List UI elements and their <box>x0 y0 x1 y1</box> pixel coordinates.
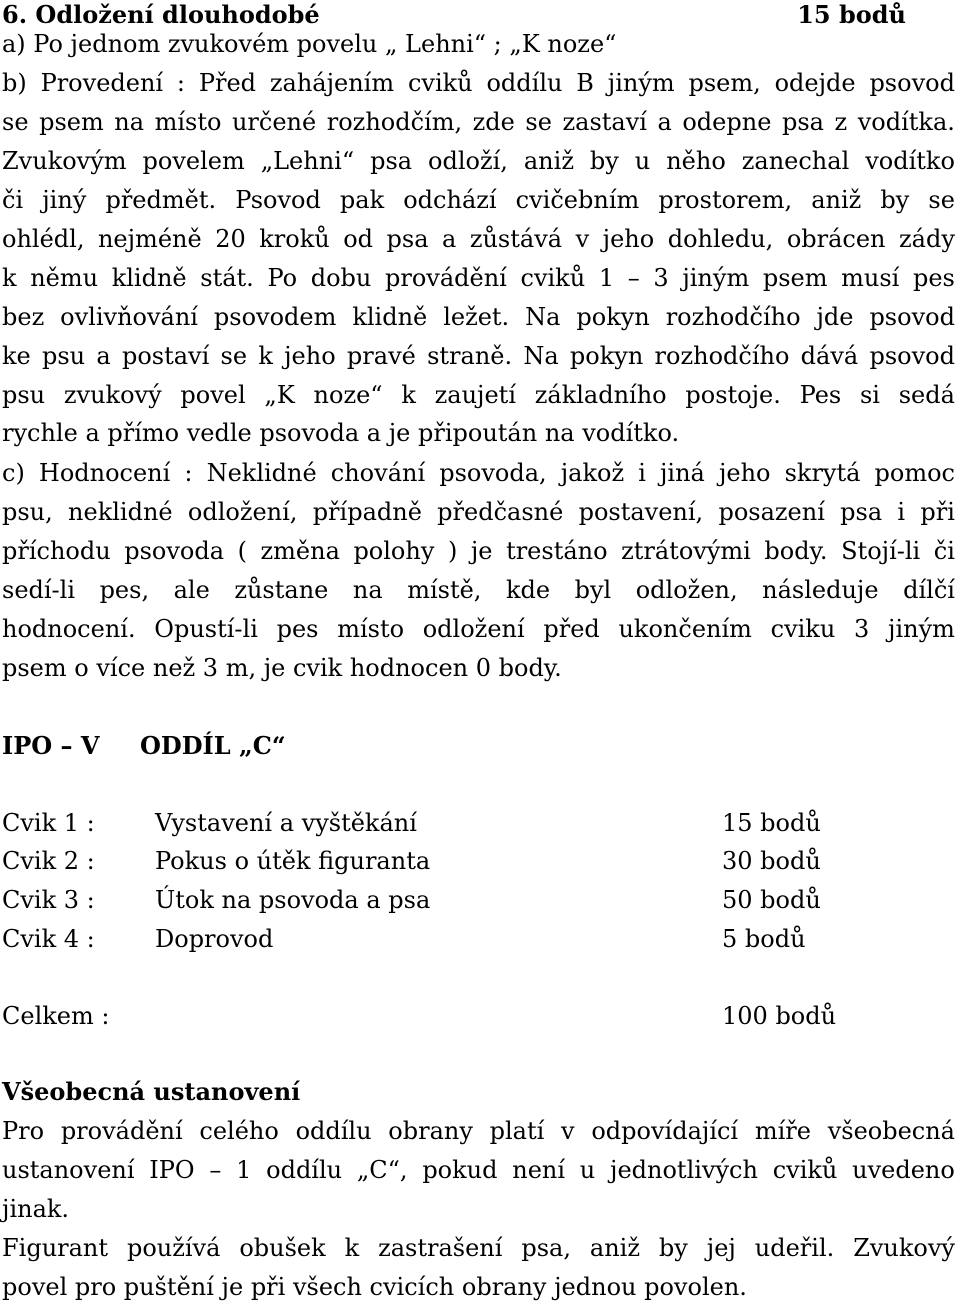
section-6-points: 15 bodů <box>797 0 906 29</box>
total-label: Celkem : <box>2 1002 110 1030</box>
paragraph-line: k němu klidně stát. Po dobu provádění cviků 1 – 3 jiným psem musí pes <box>2 264 955 292</box>
paragraph-line: příchodu psovoda ( změna polohy ) je trestáno ztrátovými body. Stojí-li či <box>2 537 955 565</box>
general-line: Figurant používá obušek k zastrašení psa, aniž by jej udeřil. Zvukový <box>2 1234 955 1262</box>
section-c-title: ODDÍL „C“ <box>140 731 286 760</box>
paragraph-line: bez ovlivňování psovodem klidně ležet. Na pokyn rozhodčího jde psovod <box>2 303 955 331</box>
paragraph-line: rychle a přímo vedle psovoda a je připoután na vodítko. <box>2 419 680 447</box>
exercise-points: 30 bodů <box>722 847 821 875</box>
exercise-label: Cvik 4 : <box>2 925 95 953</box>
paragraph-line: hodnocení. Opustí-li pes místo odložení před ukončením cviku 3 jiným <box>2 615 955 643</box>
exercise-row <box>2 885 952 915</box>
paragraph-line: či jiný předmět. Psovod pak odchází cvičebním prostorem, aniž by se <box>2 186 955 214</box>
paragraph-line: Zvukovým povelem „Lehni“ psa odloží, aniž by u něho zanechal vodítko <box>2 147 955 175</box>
paragraph-line: ohlédl, nejméně 20 kroků od psa a zůstává v jeho dohledu, obrácen zády <box>2 225 955 253</box>
total-row <box>2 1001 952 1031</box>
general-line: ustanovení IPO – 1 oddílu „C“, pokud není u jednotlivých cviků uvedeno <box>2 1156 955 1184</box>
general-line: povel pro puštění je při všech cvicích obrany jednou povolen. <box>2 1273 747 1301</box>
paragraph-line: ke psu a postaví se k jeho pravé straně. Na pokyn rozhodčího dává psovod <box>2 342 955 370</box>
exercise-row <box>2 808 952 838</box>
exercise-row <box>2 924 952 954</box>
general-line: jinak. <box>2 1195 70 1223</box>
exercise-label: Cvik 2 : <box>2 847 95 875</box>
general-line: Pro provádění celého oddílu obrany platí v odpovídající míře všeobecná <box>2 1117 955 1145</box>
exercise-name: Útok na psovoda a psa <box>155 886 431 914</box>
section-6-heading <box>2 0 952 30</box>
paragraph-line: b) Provedení : Před zahájením cviků oddílu B jiným psem, odejde psovod <box>2 69 955 97</box>
paragraph-line: c) Hodnocení : Neklidné chování psovoda, jakož i jiná jeho skrytá pomoc <box>2 459 955 487</box>
exercise-points: 15 bodů <box>722 809 821 837</box>
exercise-name: Doprovod <box>155 925 274 953</box>
exercise-name: Vystavení a vyštěkání <box>155 809 417 837</box>
paragraph-line: psem o více než 3 m, je cvik hodnocen 0 body. <box>2 654 562 682</box>
paragraph-line: se psem na místo určené rozhodčím, zde se zastaví a odepne psa z vodítka. <box>2 108 955 136</box>
paragraph-line: a) Po jednom zvukovém povelu „ Lehni“ ; „K noze“ <box>2 30 617 58</box>
exercise-label: Cvik 3 : <box>2 886 95 914</box>
paragraph-line: psu zvukový povel „K noze“ k zaujetí základního postoje. Pes si sedá <box>2 381 955 409</box>
exercise-label: Cvik 1 : <box>2 809 95 837</box>
section-6-title: 6. Odložení dlouhodobé <box>2 0 320 29</box>
exercise-points: 50 bodů <box>722 886 821 914</box>
paragraph-line: sedí-li pes, ale zůstane na místě, kde byl odložen, následuje dílčí <box>2 576 955 604</box>
total-points: 100 bodů <box>722 1002 837 1030</box>
exercise-points: 5 bodů <box>722 925 806 953</box>
exercise-name: Pokus o útěk figuranta <box>155 847 431 875</box>
exercise-row <box>2 846 952 876</box>
paragraph-line: psu, neklidné odložení, případně předčasné postavení, posazení psa i při <box>2 498 955 526</box>
ipo-level: IPO – V <box>2 731 100 760</box>
general-heading: Všeobecná ustanovení <box>2 1077 301 1106</box>
